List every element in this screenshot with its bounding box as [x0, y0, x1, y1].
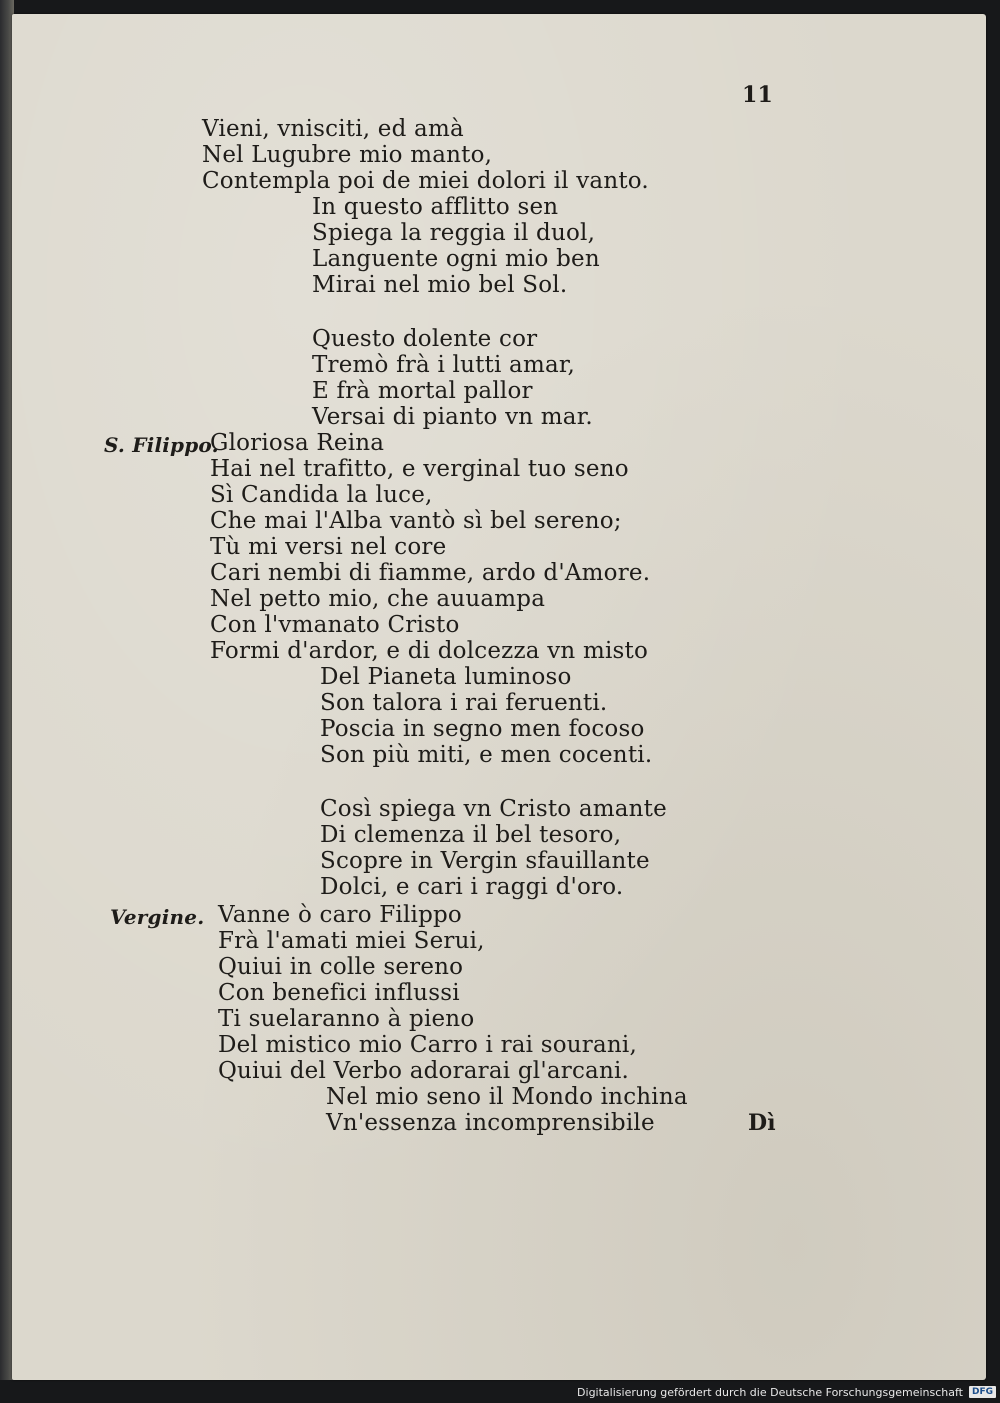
- verse-line: Frà l'amati miei Serui,: [218, 928, 485, 954]
- verse-line: Son talora i rai feruenti.: [320, 690, 608, 716]
- verse-line: Cari nembi di fiamme, ardo d'Amore.: [210, 560, 651, 586]
- verse-line: E frà mortal pallor: [312, 378, 533, 404]
- footer-credit: Digitalisierung gefördert durch die Deutsche Forschungsgemeinschaft: [577, 1385, 963, 1399]
- verse-line: Così spiega vn Cristo amante: [320, 796, 667, 822]
- dfg-logo: DFG: [969, 1386, 996, 1398]
- catchword: Dì: [748, 1110, 776, 1136]
- verse-line: Languente ogni mio ben: [312, 246, 600, 272]
- verse-line: Tù mi versi nel core: [210, 534, 447, 560]
- verse-line: Mirai nel mio bel Sol.: [312, 272, 568, 298]
- verse-line: Quiui in colle sereno: [218, 954, 464, 980]
- verse-line: Vanne ò caro Filippo: [218, 902, 462, 928]
- verse-line: Che mai l'Alba vantò sì bel sereno;: [210, 508, 622, 534]
- verse-line: Son più miti, e men cocenti.: [320, 742, 653, 768]
- verse-line: Nel petto mio, che auuampa: [210, 586, 546, 612]
- verse-line: Gloriosa Reina: [210, 430, 385, 456]
- digitization-footer: [577, 1384, 996, 1400]
- verse-line: Questo dolente cor: [312, 326, 538, 352]
- book-page: [12, 14, 986, 1380]
- verse-line: Con l'vmanato Cristo: [210, 612, 460, 638]
- verse-line: Quiui del Verbo adorarai gl'arcani.: [218, 1058, 630, 1084]
- verse-line: Scopre in Vergin sfauillante: [320, 848, 650, 874]
- verse-line: Formi d'ardor, e di dolcezza vn misto: [210, 638, 648, 664]
- verse-line: Del mistico mio Carro i rai sourani,: [218, 1032, 637, 1058]
- verse-line: Contempla poi de miei dolori il vanto.: [202, 168, 649, 194]
- verse-line: Di clemenza il bel tesoro,: [320, 822, 622, 848]
- verse-line: Sì Candida la luce,: [210, 482, 433, 508]
- verse-line: Poscia in segno men focoso: [320, 716, 645, 742]
- verse-line: Dolci, e cari i raggi d'oro.: [320, 874, 624, 900]
- verse-line: Del Pianeta luminoso: [320, 664, 572, 690]
- verse-line: Nel mio seno il Mondo inchina: [326, 1084, 688, 1110]
- verse-line: Hai nel trafitto, e verginal tuo seno: [210, 456, 629, 482]
- verse-line: Spiega la reggia il duol,: [312, 220, 596, 246]
- verse-line: Nel Lugubre mio manto,: [202, 142, 493, 168]
- verse-line: Vieni, vnisciti, ed amà: [202, 116, 464, 142]
- verse-line: Vn'essenza incomprensibile: [326, 1110, 655, 1136]
- verse-line: Tremò frà i lutti amar,: [312, 352, 576, 378]
- verse-line: In questo afflitto sen: [312, 194, 559, 220]
- speaker-label: Vergine.: [110, 905, 205, 929]
- page-number: 11: [742, 82, 774, 108]
- verse-line: Ti suelaranno à pieno: [218, 1006, 475, 1032]
- verse-line: Con benefici influssi: [218, 980, 460, 1006]
- speaker-label: S. Filippo.: [104, 433, 219, 457]
- verse-line: Versai di pianto vn mar.: [312, 404, 593, 430]
